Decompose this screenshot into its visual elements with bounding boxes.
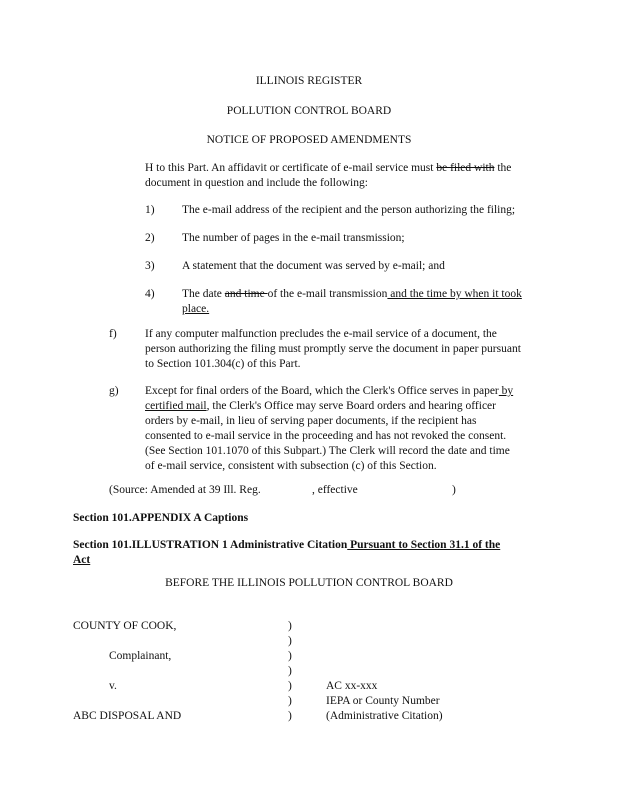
list-item-1-text: The e-mail address of the recipient and the person authorizing the filing; — [182, 204, 516, 216]
para-g-line-6: of e-mail service, consistent with subsection (c) of this Section. — [145, 460, 437, 472]
list-item-1-number: 1) — [145, 204, 155, 216]
para-f-line-3: to Section 101.304(c) of this Part. — [145, 358, 301, 370]
illustration-heading-line-1: Section 101.ILLUSTRATION 1 Administrative Citation Pursuant to Section 31.1 of the — [73, 539, 501, 551]
list-item-2-text: The number of pages in the e-mail transmission; — [182, 232, 405, 244]
list-item-3-number: 3) — [145, 260, 155, 272]
caption-citation-type: (Administrative Citation) — [326, 710, 443, 722]
list-item-4-line-1: The date and time of the e-mail transmission and the time by when it took — [182, 288, 522, 300]
caption-paren-6: ) — [288, 695, 292, 707]
caption-case-number: AC xx-xxx — [326, 680, 378, 692]
caption-paren-2: ) — [288, 635, 292, 647]
notice-title: NOTICE OF PROPOSED AMENDMENTS — [206, 134, 412, 146]
source-note-effective: , effective — [312, 484, 358, 496]
para-g-line-2: certified mail, the Clerk's Office may serve Board orders and hearing officer — [145, 400, 496, 412]
source-note-end: ) — [452, 484, 456, 496]
caption-left-1: COUNTY OF COOK, — [73, 620, 177, 632]
intro-line-2: document in question and include the following: — [145, 177, 368, 189]
intro-line-1: H to this Part. An affidavit or certificate of e-mail service must be filed with the — [145, 162, 512, 174]
caption-paren-1: ) — [288, 620, 292, 632]
para-f-line-2: person authorizing the filing must promptly serve the document in paper pursuant — [145, 343, 521, 355]
caption-paren-3: ) — [288, 650, 292, 662]
board-caption-title: BEFORE THE ILLINOIS POLLUTION CONTROL BOARD — [165, 577, 453, 589]
caption-left-3: Complainant, — [109, 650, 172, 662]
list-item-2-number: 2) — [145, 232, 155, 244]
source-note-start: (Source: Amended at 39 Ill. Reg. — [109, 484, 261, 496]
list-item-4-line-2: place. — [182, 303, 210, 315]
caption-left-7: ABC DISPOSAL AND — [73, 710, 182, 722]
para-g-line-1: Except for final orders of the Board, which the Clerk's Office serves in paper by — [145, 385, 514, 397]
para-g-line-5: (See Section 101.1070 of this Subpart.) The Clerk will record the date and time — [145, 445, 510, 457]
para-g-label: g) — [109, 385, 119, 397]
para-f-line-1: If any computer malfunction precludes the e-mail service of a document, the — [145, 328, 497, 340]
appendix-heading: Section 101.APPENDIX A Captions — [73, 512, 249, 524]
para-g-line-3: orders by e-mail, in lieu of serving paper documents, if the recipient has — [145, 415, 477, 427]
caption-paren-5: ) — [288, 680, 292, 692]
board-name: POLLUTION CONTROL BOARD — [226, 105, 392, 117]
illustration-heading-line-2: Act — [73, 554, 91, 566]
list-item-3-text: A statement that the document was served by e-mail; and — [182, 260, 445, 272]
list-item-4-number: 4) — [145, 288, 155, 300]
para-f-label: f) — [109, 328, 117, 340]
caption-left-5: v. — [109, 680, 117, 692]
caption-paren-7: ) — [288, 710, 292, 722]
register-title: ILLINOIS REGISTER — [255, 75, 363, 87]
caption-iepa-number: IEPA or County Number — [326, 695, 440, 707]
para-g-line-4: consented to e-mail service in the proceeding and has not revoked the consent. — [145, 430, 507, 442]
caption-paren-4: ) — [288, 665, 292, 677]
